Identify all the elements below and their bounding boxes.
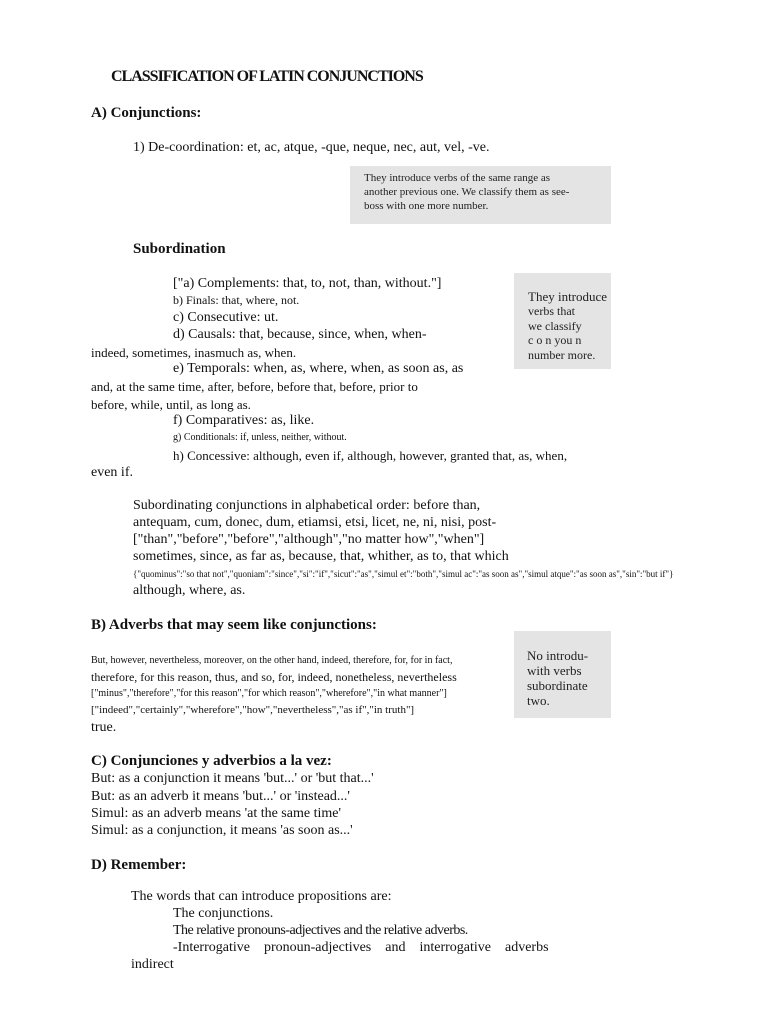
sub-line-e-cont2: before, while, until, as long as. (91, 397, 251, 412)
adverb-line: ["indeed","certainly","wherefore","how","nevertheless","as if","in truth"] (91, 704, 415, 716)
c-line: Simul: as a conjunction, it means 'as soon as...' (91, 823, 353, 838)
note-box-adverbs (514, 631, 611, 718)
section-a-heading: A) Conjunctions: (91, 105, 202, 121)
note-line: two. (527, 693, 550, 708)
note-line: They introduce verbs of the same range as (364, 172, 551, 184)
d-line: The conjunctions. (173, 906, 274, 921)
sub-line-c: c) Consecutive: ut. (173, 310, 279, 325)
adverb-line: ["minus","therefore","for this reason","for which reason","wherefore","in what manner"] (91, 688, 447, 699)
sub-line-b: b) Finals: that, where, not. (173, 293, 300, 307)
note-line: with verbs (527, 663, 582, 678)
sub-line-h-cont: even if. (91, 465, 133, 480)
adverb-line: therefore, for this reason, thus, and so, for, indeed, nonetheless, nevertheless (91, 670, 457, 684)
sub-line-f: f) Comparatives: as, like. (173, 413, 315, 428)
sub-line-g: g) Conditionals: if, unless, neither, without. (173, 432, 347, 443)
note-line: we classify (528, 319, 582, 333)
coordination-line: 1) De-coordination: et, ac, atque, -que, neque, nec, aut, vel, -ve. (133, 140, 490, 155)
section-c-heading: C) Conjunciones y adverbios a la vez: (91, 753, 332, 769)
note-line: No introdu- (527, 648, 589, 663)
alpha-line: sometimes, since, as far as, because, that, whither, as to, that which (133, 549, 509, 564)
sub-line-e: e) Temporals: when, as, where, when, as soon as, as (173, 361, 464, 376)
subordination-heading: Subordination (133, 241, 226, 257)
alpha-line: antequam, cum, donec, dum, etiamsi, etsi, licet, ne, ni, nisi, post- (133, 515, 497, 530)
sub-line-a: ["a) Complements: that, to, not, than, without."] (173, 276, 442, 291)
note-box-coordination (350, 166, 611, 224)
note-line: another previous one. We classify them as see- (364, 186, 570, 198)
page-title: CLASSIFICATION OF LATIN CONJUNCTIONS (111, 68, 423, 85)
c-line: But: as a conjunction it means 'but...' or 'but that...' (91, 771, 374, 786)
note-line: verbs that (528, 304, 575, 318)
alpha-line: Subordinating conjunctions in alphabetical order: before than, (133, 498, 481, 513)
d-line: The words that can introduce propositions are: (131, 889, 392, 904)
section-d-heading: D) Remember: (91, 857, 187, 873)
note-line: boss with one more number. (364, 200, 489, 212)
sub-line-h: h) Concessive: although, even if, although, however, granted that, as, when, (173, 448, 568, 463)
section-b-heading: B) Adverbs that may seem like conjunctions: (91, 617, 377, 633)
sub-line-d: d) Causals: that, because, since, when, when- (173, 327, 427, 342)
alpha-line: ["than","before","before","although","no matter how","when"] (133, 532, 485, 547)
adverb-line: true. (91, 720, 117, 735)
d-line: -Interrogative pronoun-adjectives and interrogative adverbs (173, 940, 549, 955)
note-box-subordination (514, 273, 611, 369)
c-line: But: as an adverb it means 'but...' or 'instead...' (91, 789, 350, 804)
sub-line-d-cont: indeed, sometimes, inasmuch as, when. (91, 345, 297, 360)
c-line: Simul: as an adverb means 'at the same time' (91, 806, 341, 821)
alpha-line: {"quominus":"so that not","quoniam":"since","si":"if","sicut":"as","simul et":"both","simul ac":"as soon as","simul atque":"as soon as","sin":"but if"} (133, 569, 674, 579)
alpha-line: although, where, as. (133, 583, 246, 598)
note-line: subordinate (527, 678, 588, 693)
sub-line-e-cont: and, at the same time, after, before, before that, before, prior to (91, 379, 418, 394)
note-line: They introduce (528, 289, 608, 304)
note-line: c o n you n (528, 333, 582, 347)
d-line: The relative pronouns-adjectives and the relative adverbs. (173, 923, 468, 938)
note-line: number more. (528, 348, 596, 362)
adverb-line: But, however, nevertheless, moreover, on the other hand, indeed, therefore, for, for in fact, (91, 655, 453, 666)
d-line: indirect (131, 957, 174, 972)
